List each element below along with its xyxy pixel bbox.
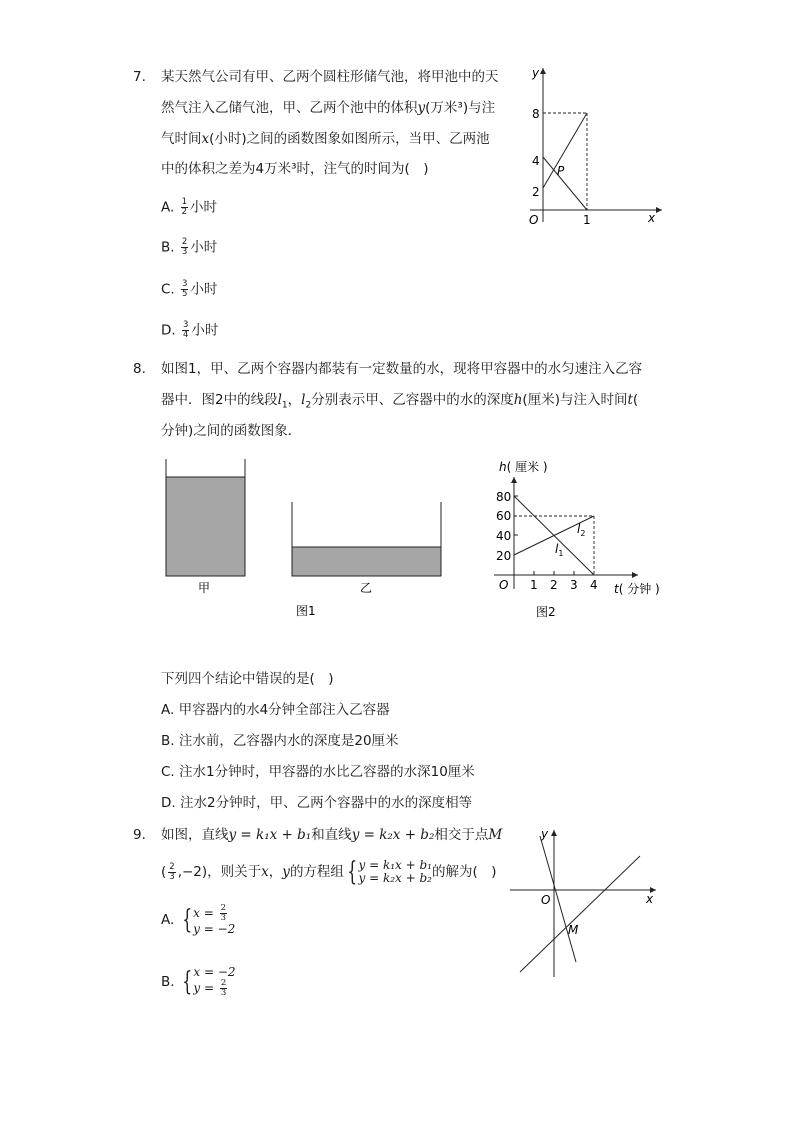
q8-text-line2: 器中．图2中的线段$l_1$，$l_2$分别表示甲、乙容器中的水的深度h(厘米)与注入时间t( <box>161 392 639 411</box>
q8-option-d[interactable]: D. 注水2分钟时，甲、乙两个容器中的水的深度相等 <box>161 795 473 811</box>
q8-ytick-80: 80 <box>496 490 512 504</box>
q7-line-jia <box>543 157 587 210</box>
q7-tick-4: 4 <box>532 154 540 168</box>
q9-text-line2: ( $\frac{2}{3}$ ,−2)，则关于x，y的方程组 { y = k₁x + b₁ y = k₂x + b₂ 的解为( ) <box>161 857 497 887</box>
q7-graph <box>520 62 670 232</box>
q9-line-shallow <box>520 856 640 972</box>
q7-text-line2: 然气注入乙储气池，甲、乙两个池中的体积y(万米³)与注 <box>161 100 496 116</box>
q8-xtick-3: 3 <box>570 578 578 592</box>
q7-text-line4: 中的体积之差为4万米³时，注气的时间为( ) <box>161 161 429 177</box>
q9-point-m: M <box>568 923 579 937</box>
q9-x-label: x <box>646 892 654 906</box>
q8-number: 8. <box>133 361 146 377</box>
q8-label-l2: $l_2$ <box>577 522 586 538</box>
q8-xtick-1: 1 <box>530 578 538 592</box>
q8-figure2 <box>490 455 675 625</box>
q9-text-line1: 如图，直线y = k₁x + b₁和直线y = k₂x + b₂相交于点M <box>161 827 503 843</box>
q8-t-label: t( 分钟 ) <box>614 582 660 596</box>
q9-origin: O <box>541 893 551 907</box>
q8-label-l1: $l_1$ <box>555 542 564 558</box>
q7-x-label: x <box>648 211 656 225</box>
q8-ytick-60: 60 <box>496 509 512 523</box>
q7-option-d[interactable]: D. $\frac{3}{4}$ 小时 <box>161 320 219 340</box>
q8-text-line3: 分钟)之间的函数图象． <box>161 423 302 439</box>
q8-option-b[interactable]: B. 注水前，乙容器内水的深度是20厘米 <box>161 733 399 749</box>
container-jia-water <box>166 477 245 576</box>
q7-tick-8: 8 <box>532 107 540 121</box>
container-jia-label: 甲 <box>198 581 211 595</box>
q9-option-b[interactable]: B. { x = −2 y = $\frac{2}{3}$ <box>161 965 236 998</box>
q7-tick-x1: 1 <box>583 213 591 227</box>
q8-option-c[interactable]: C. 注水1分钟时，甲容器的水比乙容器的水深10厘米 <box>161 764 475 780</box>
container-yi-water <box>292 547 441 576</box>
q8-h-label: h( 厘米 ) <box>499 460 548 474</box>
q7-number: 7. <box>133 69 146 85</box>
q9-number: 9. <box>133 827 146 843</box>
q7-option-b[interactable]: B. $\frac{2}{3}$ 小时 <box>161 237 218 257</box>
q8-ytick-20: 20 <box>496 549 512 563</box>
q9-graph <box>508 822 668 982</box>
container-yi-label: 乙 <box>360 581 373 595</box>
q7-text-line3: 气时间x(小时)之间的函数图象如图所示，当甲、乙两池 <box>161 131 490 147</box>
q8-origin: O <box>499 578 509 592</box>
q8-text-line1: 如图1，甲、乙两个容器内都装有一定数量的水，现将甲容器中的水匀速注入乙容 <box>161 361 643 377</box>
q7-point-p: P <box>557 164 565 178</box>
q8-ytick-40: 40 <box>496 529 512 543</box>
q7-y-label: y <box>532 66 540 80</box>
q8-figure1 <box>160 455 450 625</box>
q7-text-line1: 某天然气公司有甲、乙两个圆柱形储气池，将甲池中的天 <box>161 69 499 85</box>
q7-line-yi <box>543 113 587 188</box>
figure2-caption: 图2 <box>536 605 556 619</box>
q7-option-c[interactable]: C. $\frac{3}{5}$ 小时 <box>161 279 218 299</box>
q9-y-label: y <box>541 827 549 841</box>
q9-option-a[interactable]: A. { x = $\frac{2}{3}$ y = −2 <box>161 903 236 936</box>
q7-origin: O <box>529 213 539 227</box>
q8-xtick-4: 4 <box>590 578 598 592</box>
q7-tick-2: 2 <box>532 185 540 199</box>
q8-xtick-2: 2 <box>550 578 558 592</box>
figure1-caption: 图1 <box>296 604 316 618</box>
q7-option-a[interactable]: A. $\frac{1}{2}$ 小时 <box>161 197 218 217</box>
q8-option-a[interactable]: A. 甲容器内的水4分钟全部注入乙容器 <box>161 702 390 718</box>
q8-prompt: 下列四个结论中错误的是( ) <box>161 671 334 687</box>
